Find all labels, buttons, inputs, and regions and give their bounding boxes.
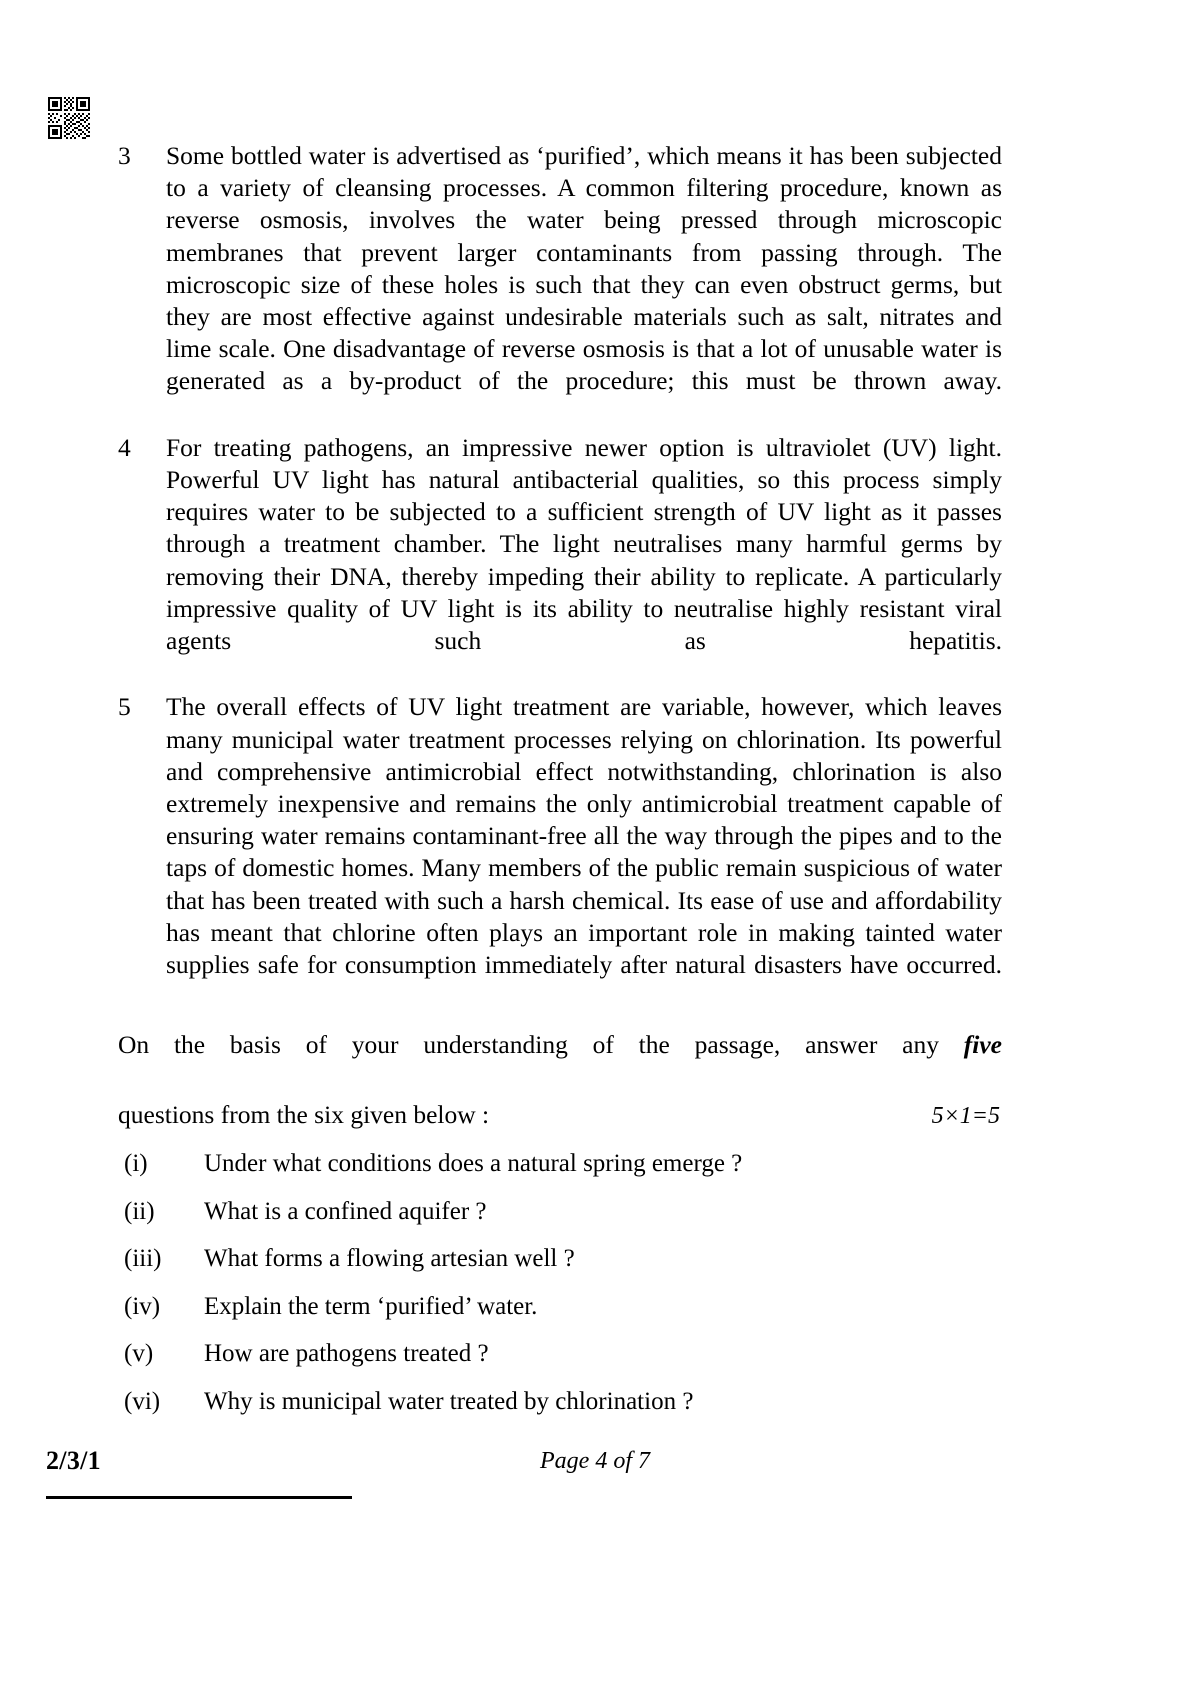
paragraph-text: For treating pathogens, an impressive newer option is ultraviolet (UV) light. Powerful UV light has natural antibacterial qualities, so this process simply requires water to be subjected to a sufficient strength of UV light as it passes through a treatment chamber. The light neutralises many harmful germs by removing their DNA, thereby impeding their ability to replicate. A particularly impressive quality of UV light is its ability to neutralise highly resistant viral agents such as hepatitis. (166, 432, 1002, 656)
question-text: What forms a flowing artesian well ? (204, 1245, 575, 1273)
qr-code-icon (46, 95, 92, 141)
question-text: Explain the term ‘purified’ water. (204, 1292, 538, 1320)
passage-content (118, 140, 1002, 1433)
question-text: What is a confined aquifer ? (204, 1197, 487, 1225)
page-number: Page 4 of 7 (540, 1448, 650, 1474)
paper-code: 2/3/1 (46, 1446, 101, 1475)
passage-paragraph (118, 432, 1002, 690)
passage-paragraph (118, 140, 1002, 430)
instruction-text-part1: On the basis of your understanding of the passage, answer any (118, 1030, 964, 1060)
instruction-block (118, 1027, 1002, 1134)
question-label: (iv) (124, 1292, 161, 1320)
question-item (118, 1291, 1002, 1322)
question-text: How are pathogens treated ? (204, 1340, 489, 1368)
paragraph-number: 5 (118, 692, 131, 722)
question-item (118, 1243, 1002, 1274)
question-label: (i) (124, 1150, 148, 1178)
footer-divider (46, 1496, 352, 1499)
question-label: (iii) (124, 1245, 162, 1273)
instruction-emphasis: five (963, 1030, 1002, 1060)
question-item (118, 1196, 1002, 1227)
paragraph-number: 3 (118, 141, 131, 170)
question-item (118, 1338, 1002, 1369)
paragraph-text: The overall effects of UV light treatment are variable, however, which leaves many municipal water treatment processes relying on chlorination. Its powerful and comprehensive antimicrobial effect notwithstanding, chlorination is also extremely inexpensive and remains the only antimicrobial treatment capable of ensuring water remains contaminant-free all the way through the pipes and to the taps of domestic homes. Many members of the public remain suspicious of water that has been treated with such a harsh chemical. Its ease of use and affordability has meant that chlorine often plays an important role in making tainted water supplies safe for consumption immediately after natural disasters have occurred. (166, 692, 1002, 980)
paragraph-number: 4 (118, 432, 131, 462)
question-text: Why is municipal water treated by chlorination ? (204, 1387, 694, 1415)
page-footer (0, 1438, 1190, 1548)
instruction-line-2 (118, 1097, 1002, 1134)
paragraph-text: Some bottled water is advertised as ‘purified’, which means it has been subjected to a variety of cleansing processes. A common filtering procedure, known as reverse osmosis, involves the water being pressed through microscopic membranes that prevent larger contaminants from passing through. The microscopic size of these holes is such that they can even obstruct germs, but they are most effective against undesirable materials such as salt, nitrates and lime scale. One disadvantage of reverse osmosis is that a lot of unusable water is generated as a by-product of the procedure; this must be thrown away. (166, 141, 1002, 396)
question-list (118, 1148, 1002, 1417)
question-text: Under what conditions does a natural spring emerge ? (204, 1150, 743, 1178)
question-item (118, 1148, 1002, 1179)
question-label: (v) (124, 1340, 154, 1368)
question-label: (ii) (124, 1197, 155, 1225)
question-label: (vi) (124, 1387, 161, 1415)
instruction-text-part2: questions from the six given below : (118, 1100, 490, 1130)
question-item (118, 1386, 1002, 1417)
passage-paragraph (118, 691, 1002, 1013)
marks-allocation: 5×1=5 (931, 1103, 1000, 1130)
instruction-line-1 (118, 1027, 1002, 1097)
